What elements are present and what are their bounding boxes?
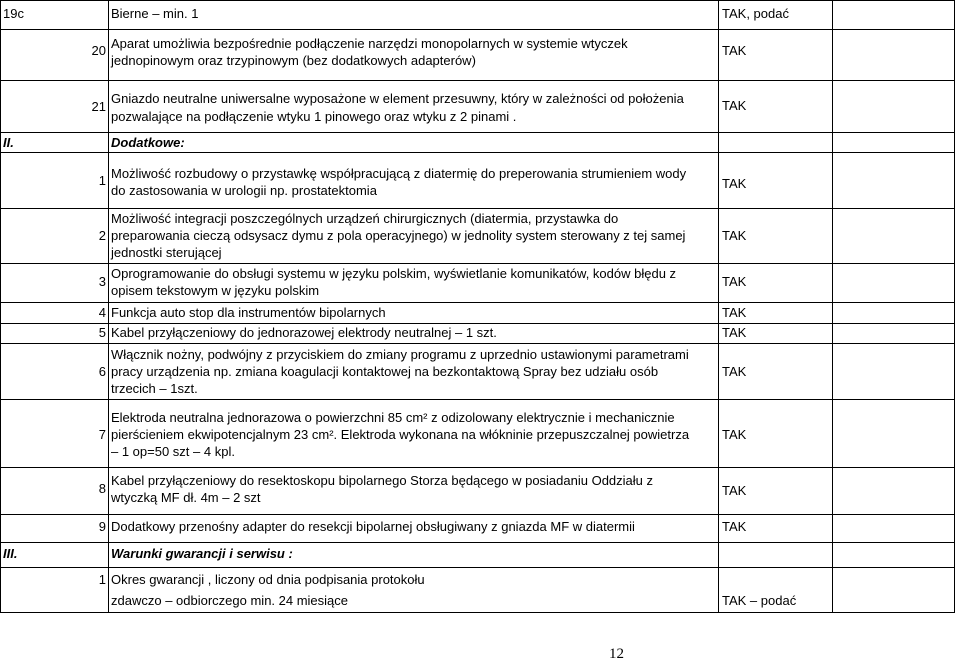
row-description: Elektroda neutralna jednorazowa o powierzchni 85 cm² z odizolowany elektrycznie i mechanicznie <box>111 410 675 425</box>
grid-hline <box>0 343 955 344</box>
row-description: pierścieniem ekwipotencjalnym 23 cm². Elektroda wykonana na włókninie przepuszczalnej powietrza <box>111 427 690 442</box>
grid-hline <box>0 152 955 153</box>
row-description: Aparat umożliwia bezpośrednie podłączenie narzędzi monopolarnych w systemie wtyczek <box>111 36 628 51</box>
row-number: 20 <box>91 43 106 58</box>
row-description: Bierne – min. 1 <box>111 6 199 21</box>
grid-vline <box>832 0 833 612</box>
grid-hline <box>0 399 955 400</box>
row-value: TAK <box>722 519 747 534</box>
row-number: 9 <box>98 519 106 534</box>
grid-hline <box>0 132 955 133</box>
section-title: Dodatkowe: <box>111 135 185 150</box>
row-number: 6 <box>98 364 106 379</box>
row-value: TAK – podać <box>722 593 797 608</box>
grid-hline <box>0 467 955 468</box>
grid-hline <box>0 80 955 81</box>
grid-hline <box>0 302 955 303</box>
row-description: Dodatkowy przenośny adapter do resekcji bipolarnej obsługiwany z gniazda MF w diatermii <box>111 519 635 534</box>
row-value: TAK <box>722 305 747 320</box>
row-value: TAK <box>722 98 747 113</box>
row-description: Możliwość integracji poszczególnych urządzeń chirurgicznych (diatermia, przystawka do <box>111 211 619 226</box>
row-number: 7 <box>98 427 106 442</box>
row-description: opisem tekstowym w języku polskim <box>111 283 320 298</box>
row-description: trzecich – 1szt. <box>111 381 198 396</box>
row-value: TAK <box>722 274 747 289</box>
row-number: 21 <box>91 99 106 114</box>
row-number: 1 <box>98 173 106 188</box>
row-description: pozwalające na podłączenie wtyku 1 pinowego oraz wtyku z 2 pinami . <box>111 109 517 124</box>
row-value: TAK <box>722 483 747 498</box>
grid-vline <box>718 0 719 612</box>
row-number: 8 <box>98 481 106 496</box>
grid-vline <box>0 0 1 612</box>
row-value: TAK <box>722 176 747 191</box>
grid-hline <box>0 612 955 613</box>
row-value: TAK <box>722 43 747 58</box>
row-description: Okres gwarancji , liczony od dnia podpisania protokołu <box>111 572 425 587</box>
row-value: TAK <box>722 427 747 442</box>
row-description: jednopinowym oraz trzypinowym (bez dodatkowych adapterów) <box>111 53 476 68</box>
row-number: 2 <box>98 228 106 243</box>
row-number: 4 <box>98 305 106 320</box>
section-title: Warunki gwarancji i serwisu : <box>111 546 293 561</box>
row-description: wtyczką MF dł. 4m – 2 szt <box>111 490 261 505</box>
section-roman-numeral: III. <box>3 546 18 561</box>
page-number: 12 <box>609 646 624 662</box>
row-description: jednostki sterującej <box>111 245 222 260</box>
row-description: Gniazdo neutralne uniwersalne wyposażone w element przesuwny, który w zależności od położenia <box>111 91 684 106</box>
row-number: 19c <box>3 6 24 21</box>
row-value: TAK, podać <box>722 6 789 21</box>
row-description: do zastosowania w urologii np. prostatektomia <box>111 183 377 198</box>
grid-hline <box>0 514 955 515</box>
row-description: Kabel przyłączeniowy do jednorazowej elektrody neutralnej – 1 szt. <box>111 325 497 340</box>
grid-vline <box>108 0 109 612</box>
row-description: zdawczo – odbiorczego min. 24 miesiące <box>111 593 349 608</box>
grid-hline <box>0 208 955 209</box>
row-value: TAK <box>722 325 747 340</box>
row-description: Kabel przyłączeniowy do resektoskopu bipolarnego Storza będącego w posiadaniu Oddziału z <box>111 473 654 488</box>
grid-hline <box>0 542 955 543</box>
grid-hline <box>0 567 955 568</box>
row-number: 3 <box>98 274 106 289</box>
row-description: Włącznik nożny, podwójny z przyciskiem do zmiany programu z uprzednio ustawionymi parametrami <box>111 347 689 362</box>
row-description: Oprogramowanie do obsługi systemu w języku polskim, wyświetlanie komunikatów, kodów błędu z <box>111 266 677 281</box>
row-number: 1 <box>98 572 106 587</box>
row-description: – 1 op=50 szt – 4 kpl. <box>111 444 235 459</box>
grid-vline <box>954 0 955 612</box>
row-description: Możliwość rozbudowy o przystawkę współpracującą z diatermię do preperowania strumieniem wody <box>111 166 687 181</box>
row-description: preparowania cieczą odsysacz dymu z pola operacyjnego) w jednolity system sterowany z tej samej <box>111 228 686 243</box>
row-description: pracy urządzenia np. zmiana koagulacji kontaktowej na bezkontaktową Spray bez udziału osób <box>111 364 659 379</box>
row-value: TAK <box>722 228 747 243</box>
row-number: 5 <box>98 325 106 340</box>
row-value: TAK <box>722 364 747 379</box>
grid-hline <box>0 29 955 30</box>
grid-hline <box>0 263 955 264</box>
grid-hline <box>0 0 955 1</box>
row-description: Funkcja auto stop dla instrumentów bipolarnych <box>111 305 386 320</box>
section-roman-numeral: II. <box>3 135 14 150</box>
